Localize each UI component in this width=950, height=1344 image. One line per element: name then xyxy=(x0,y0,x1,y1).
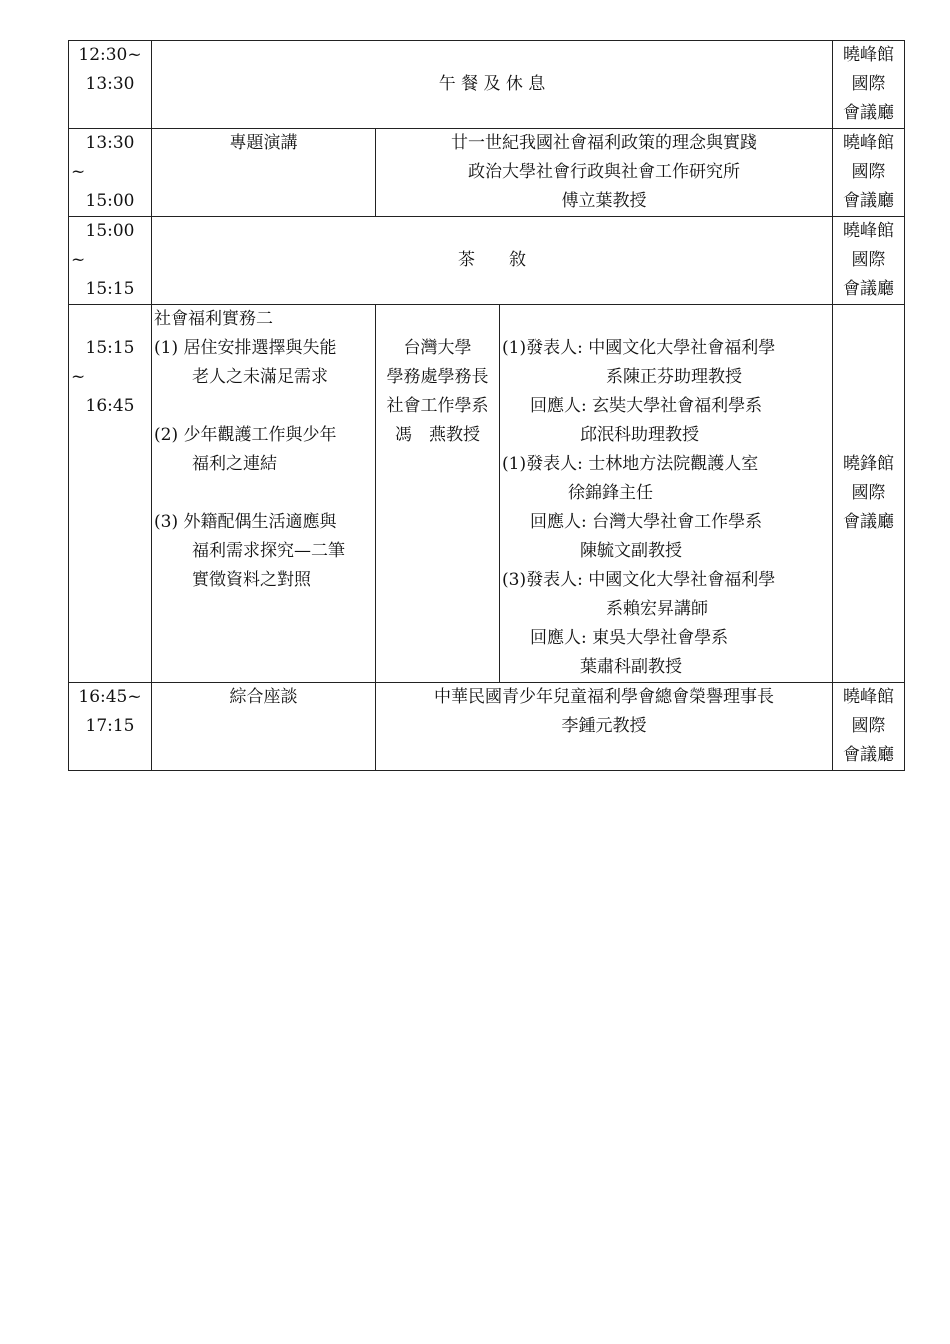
venue-line: 會議廳 xyxy=(843,191,895,211)
topic-item-cont: 福利需求探究—二筆 xyxy=(192,541,345,561)
presenter-line xyxy=(502,334,830,363)
time-start: 16:45~ xyxy=(78,687,142,707)
time-end: 13:30 xyxy=(85,74,135,94)
venue-line: 曉峰館 xyxy=(843,133,895,153)
presenter-text-cont: 系賴宏昇講師 xyxy=(606,599,708,619)
time-sep: ~ xyxy=(71,162,86,182)
venue-cell xyxy=(833,217,905,305)
spacer xyxy=(835,305,902,334)
row-keynote xyxy=(69,129,905,217)
panel-content xyxy=(376,683,833,771)
keynote-speaker: 傅立葉教授 xyxy=(561,191,647,211)
venue-cell xyxy=(833,41,905,129)
venue-line: 國際 xyxy=(851,162,886,182)
time-cell xyxy=(69,217,152,305)
presenter-text: 中國文化大學社會福利學 xyxy=(588,338,776,358)
venue-line: 會議廳 xyxy=(843,103,895,123)
lunch-title-text: 午 餐 及 休 息 xyxy=(438,74,546,94)
session-label: 綜合座談 xyxy=(229,687,298,707)
respondent-line xyxy=(502,624,830,653)
presenter-line xyxy=(502,566,830,595)
keynote-title: 廿一世紀我國社會福利政策的理念與實踐 xyxy=(451,133,757,153)
respondent-text: 東吳大學社會學系 xyxy=(592,628,729,648)
topic-item-cont: 老人之未滿足需求 xyxy=(192,367,328,387)
venue-cell xyxy=(833,683,905,771)
venue-line: 曉鋒館 xyxy=(843,454,895,474)
presenter-line xyxy=(502,450,830,479)
presenter-label: (3)發表人: xyxy=(502,570,583,590)
time-start: 13:30 xyxy=(85,133,135,153)
time-start: 12:30~ xyxy=(78,45,142,65)
time-cell xyxy=(69,683,152,771)
row-lunch xyxy=(69,41,905,129)
spacer xyxy=(378,305,497,334)
presenter-text-cont: 徐錦鋒主任 xyxy=(568,483,653,503)
host-cell xyxy=(376,305,500,683)
venue-line: 國際 xyxy=(851,483,886,503)
session-type xyxy=(152,129,376,217)
time-sep: ~ xyxy=(71,367,86,387)
lunch-title xyxy=(152,41,833,129)
panel-host-name: 李鍾元教授 xyxy=(561,716,647,736)
topic-item-cont: 實徵資料之對照 xyxy=(192,570,311,590)
venue-line: 曉峰館 xyxy=(843,221,895,241)
spacer xyxy=(835,392,902,421)
time-start: 15:00 xyxy=(85,221,135,241)
respondent-text: 玄奘大學社會福利學系 xyxy=(592,396,763,416)
row-panel xyxy=(69,683,905,771)
respondent-text-cont: 葉肅科副教授 xyxy=(580,657,682,677)
session-label: 專題演講 xyxy=(229,133,298,153)
host-line: 社會工作學系 xyxy=(386,396,489,416)
respondent-label: 回應人: xyxy=(530,396,587,416)
respondent-label: 回應人: xyxy=(530,512,587,532)
topics-cell xyxy=(152,305,376,683)
presenter-text: 中國文化大學社會福利學 xyxy=(588,570,776,590)
keynote-content xyxy=(376,129,833,217)
venue-line: 曉峰館 xyxy=(843,45,895,65)
time-end: 15:00 xyxy=(85,191,135,211)
respondent-line xyxy=(502,508,830,537)
topic-item-cont: 福利之連結 xyxy=(192,454,277,474)
topic-heading: 社會福利實務二 xyxy=(154,309,273,329)
presenter-label: (1)發表人: xyxy=(502,338,583,358)
venue-line: 國際 xyxy=(851,716,886,736)
venue-line: 國際 xyxy=(851,74,886,94)
time-end: 17:15 xyxy=(85,716,135,736)
spacer xyxy=(835,334,902,363)
venue-line: 會議廳 xyxy=(843,279,895,299)
spacer xyxy=(502,305,830,334)
respondent-text-cont: 邱泯科助理教授 xyxy=(580,425,699,445)
time-cell xyxy=(69,305,152,683)
time-cell xyxy=(69,129,152,217)
time-end: 16:45 xyxy=(85,396,135,416)
time-cell xyxy=(69,41,152,129)
time-start: 15:15 xyxy=(85,338,135,358)
panel-host-title: 中華民國青少年兒童福利學會總會榮譽理事長 xyxy=(434,687,774,707)
venue-line: 國際 xyxy=(851,250,886,270)
spacer xyxy=(154,479,373,508)
host-line: 台灣大學 xyxy=(403,338,472,358)
session-type xyxy=(152,683,376,771)
time-sep: ~ xyxy=(71,250,86,270)
host-line: 學務處學務長 xyxy=(386,367,489,387)
venue-cell xyxy=(833,305,905,683)
venue-line: 會議廳 xyxy=(843,745,895,765)
respondent-label: 回應人: xyxy=(530,628,587,648)
spacer xyxy=(835,421,902,450)
respondent-text: 台灣大學社會工作學系 xyxy=(592,512,763,532)
schedule-table xyxy=(68,40,905,771)
spacer xyxy=(71,305,149,334)
venue-cell xyxy=(833,129,905,217)
presenter-text: 士林地方法院觀護人室 xyxy=(588,454,759,474)
responses-cell xyxy=(500,305,833,683)
presenter-label: (1)發表人: xyxy=(502,454,583,474)
time-end: 15:15 xyxy=(85,279,135,299)
presenter-text-cont: 系陳正芬助理教授 xyxy=(606,367,742,387)
venue-line: 曉峰館 xyxy=(843,687,895,707)
topic-item: (3) 外籍配偶生活適應與 xyxy=(154,512,337,532)
row-tea xyxy=(69,217,905,305)
respondent-text-cont: 陳毓文副教授 xyxy=(580,541,682,561)
host-line: 馮 燕教授 xyxy=(395,425,480,445)
topic-item: (1) 居住安排選擇與失能 xyxy=(154,338,337,358)
spacer xyxy=(154,392,373,421)
spacer xyxy=(835,363,902,392)
respondent-line xyxy=(502,392,830,421)
keynote-affiliation: 政治大學社會行政與社會工作研究所 xyxy=(468,162,740,182)
row-practice xyxy=(69,305,905,683)
tea-title-text: 茶 敘 xyxy=(458,250,526,270)
tea-title xyxy=(152,217,833,305)
topic-item: (2) 少年觀護工作與少年 xyxy=(154,425,337,445)
venue-line: 會議廳 xyxy=(843,512,895,532)
